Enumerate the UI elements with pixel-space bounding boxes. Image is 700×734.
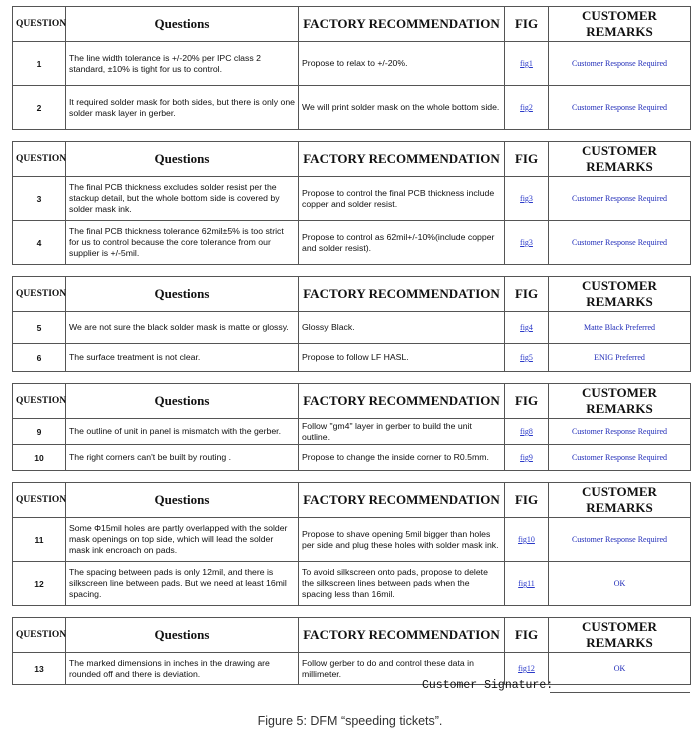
question-text: The line width tolerance is +/-20% per IPC class 2 standard, ±10% is tight for us to control. [66,42,299,86]
customer-remark: Customer Response Required [549,419,691,445]
question-text: It required solder mask for both sides, but there is only one solder mask layer in gerber. [66,86,299,130]
question-text: The surface treatment is not clear. [66,344,299,372]
question-number: 4 [13,221,66,265]
header-remarks: CUSTOMER REMARKS [549,142,691,177]
header-recommendation: FACTORY RECOMMENDATION [299,618,505,653]
question-number: 13 [13,653,66,685]
dfm-table-1 [12,6,691,130]
header-questions: Questions [66,483,299,518]
factory-recommendation: Glossy Black. [299,312,505,344]
customer-remark: ENIG Preferred [549,344,691,372]
customer-remark: Customer Response Required [549,518,691,562]
header-questions: Questions [66,618,299,653]
header-recommendation: FACTORY RECOMMENDATION [299,277,505,312]
table-row [13,221,691,265]
table-row [13,445,691,471]
dfm-table-4 [12,383,691,471]
header-fig: FIG [505,483,549,518]
table-header [13,277,691,312]
header-fig: FIG [505,384,549,419]
header-question: QUESTION [13,483,66,518]
question-text: The final PCB thickness tolerance 62mil±5% is too strict for us to control because the core tolerance from our supplier is +/-5mil. [66,221,299,265]
table-header [13,142,691,177]
table-row [13,518,691,562]
customer-remark: Customer Response Required [549,86,691,130]
header-remarks: CUSTOMER REMARKS [549,384,691,419]
fig-link[interactable]: fig1 [505,42,549,86]
customer-remark: OK [549,653,691,685]
fig-link[interactable]: fig11 [505,562,549,606]
header-recommendation: FACTORY RECOMMENDATION [299,483,505,518]
fig-link[interactable]: fig10 [505,518,549,562]
header-recommendation: FACTORY RECOMMENDATION [299,142,505,177]
factory-recommendation: Propose to relax to +/-20%. [299,42,505,86]
question-text: Some Φ15mil holes are partly overlapped with the solder mask openings on top side, which will lead the solder mask ink encroach on pads. [66,518,299,562]
fig-link[interactable]: fig4 [505,312,549,344]
header-question: QUESTION [13,142,66,177]
header-recommendation: FACTORY RECOMMENDATION [299,7,505,42]
question-text: The spacing between pads is only 12mil, and there is silkscreen line between pads. But we need at least 16mil spacing. [66,562,299,606]
dfm-table-5 [12,482,691,606]
question-number: 2 [13,86,66,130]
table-row [13,344,691,372]
table-row [13,177,691,221]
header-fig: FIG [505,142,549,177]
customer-remark: Customer Response Required [549,221,691,265]
question-number: 9 [13,419,66,445]
question-number: 6 [13,344,66,372]
customer-remark: Customer Response Required [549,177,691,221]
fig-link[interactable]: fig2 [505,86,549,130]
factory-recommendation: Propose to control the final PCB thickness include copper and solder resist. [299,177,505,221]
table-row [13,562,691,606]
table-header [13,384,691,419]
header-fig: FIG [505,618,549,653]
factory-recommendation: Follow gerber to do and control these data in millimeter. [299,653,505,685]
header-question: QUESTION [13,277,66,312]
fig-link[interactable]: fig3 [505,221,549,265]
dfm-table-3 [12,276,691,372]
dfm-sheet [12,6,690,696]
question-text: We are not sure the black solder mask is matte or glossy. [66,312,299,344]
customer-signature-line[interactable] [550,692,690,693]
customer-signature-label: Customer Signature: [422,679,554,692]
header-remarks: CUSTOMER REMARKS [549,277,691,312]
table-row [13,653,691,685]
dfm-table-6 [12,617,691,685]
question-text: The marked dimensions in inches in the drawing are rounded off and there is deviation. [66,653,299,685]
factory-recommendation: Propose to change the inside corner to R0.5mm. [299,445,505,471]
fig-link[interactable]: fig9 [505,445,549,471]
question-number: 3 [13,177,66,221]
header-fig: FIG [505,277,549,312]
fig-link[interactable]: fig5 [505,344,549,372]
customer-remark: Customer Response Required [549,445,691,471]
table-header [13,483,691,518]
table-row [13,312,691,344]
header-question: QUESTION [13,618,66,653]
table-row [13,86,691,130]
header-fig: FIG [505,7,549,42]
fig-link[interactable]: fig3 [505,177,549,221]
factory-recommendation: Follow "gm4" layer in gerber to build the unit outline. [299,419,505,445]
header-questions: Questions [66,384,299,419]
factory-recommendation: Propose to follow LF HASL. [299,344,505,372]
header-remarks: CUSTOMER REMARKS [549,483,691,518]
factory-recommendation: Propose to shave opening 5mil bigger than holes per side and plug these holes with solder mask ink. [299,518,505,562]
question-number: 11 [13,518,66,562]
question-number: 12 [13,562,66,606]
factory-recommendation: To avoid silkscreen onto pads, propose to delete the silkscreen lines between pads when the spacing less than 16mil. [299,562,505,606]
factory-recommendation: We will print solder mask on the whole bottom side. [299,86,505,130]
figure-caption: Figure 5: DFM “speeding tickets”. [257,714,443,728]
question-number: 5 [13,312,66,344]
header-recommendation: FACTORY RECOMMENDATION [299,384,505,419]
header-question: QUESTION [13,384,66,419]
table-row [13,419,691,445]
factory-recommendation: Propose to control as 62mil+/-10%(include copper and solder resist). [299,221,505,265]
header-remarks: CUSTOMER REMARKS [549,7,691,42]
dfm-table-2 [12,141,691,265]
question-text: The outline of unit in panel is mismatch with the gerber. [66,419,299,445]
customer-remark: Matte Black Preferred [549,312,691,344]
header-questions: Questions [66,142,299,177]
header-remarks: CUSTOMER REMARKS [549,618,691,653]
header-questions: Questions [66,277,299,312]
header-questions: Questions [66,7,299,42]
table-header [13,618,691,653]
question-number: 10 [13,445,66,471]
table-row [13,42,691,86]
customer-remark: Customer Response Required [549,42,691,86]
table-header [13,7,691,42]
customer-remark: OK [549,562,691,606]
fig-link[interactable]: fig12 [505,653,549,685]
question-number: 1 [13,42,66,86]
question-text: The right corners can't be built by routing . [66,445,299,471]
header-question: QUESTION [13,7,66,42]
fig-link[interactable]: fig8 [505,419,549,445]
question-text: The final PCB thickness excludes solder resist per the stackup detail, but the whole bottom side is covered by solder mask ink. [66,177,299,221]
